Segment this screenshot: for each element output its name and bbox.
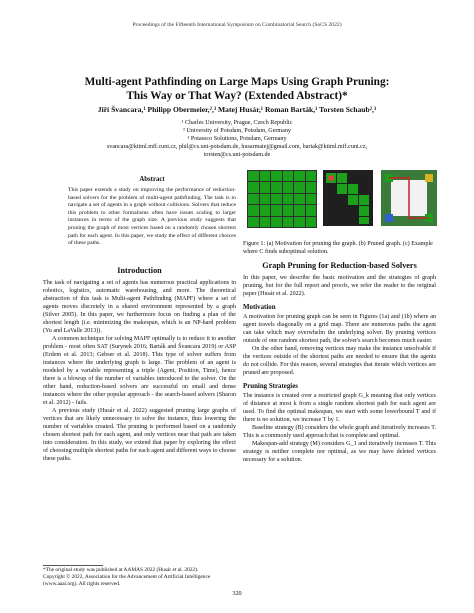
abstract	[68, 176, 236, 248]
authors: Jiří Švancara,¹ Philipp Obermeier,²,³ Matej Husár,¹ Roman Barták,¹ Torsten Schaub²,³	[97, 105, 377, 114]
strategies-paragraph-1: The instance is created over a restricted graph G_k meaning that only vertices of distance at most k from a single random shortest path for each agent are used. To find the optimal makespan, we start with some lowerbound T and if there is no solution, we increase T by 1.	[243, 393, 436, 423]
running-head: Proceedings of the Fifteenth International Symposium on Combinatorial Search (SoCS 2022)	[132, 22, 342, 28]
figure-1a-grid	[247, 170, 317, 228]
affiliation-1: ¹ Charles University, Prague, Czech Republic	[181, 120, 293, 126]
footnote-copyright: Copyright © 2022, Association for the Advancement of Artificial Intelligence (www.aaai.org). All rights reserved.	[43, 574, 211, 587]
intro-paragraph-1: The task of navigating a set of agents has numerous practical applications in robotics, logistics, automatic warehousing, and more. The theoretical abstraction of this task is Multi-agent Pathfinding (MAPF) where a set of agents moves discretely in a shared environment represented by a graph (Silver 2005). In this paper, we furthermore focus on finding a plan of the shortest length (i.e. minimizing the makespan, which is an NP-hard problem (Yu and LaValle 2013)).	[43, 280, 236, 334]
footnote-1: *The original study was published at AAMAS 2022 (Husár et al. 2022).	[43, 567, 199, 573]
paper-title	[40, 76, 434, 103]
abstract-heading: Abstract	[139, 176, 165, 183]
graph-pruning-section	[243, 261, 436, 464]
affiliation-2: ² University of Potsdam, Potsdam, Germany	[183, 128, 291, 134]
motivation-paragraph-1: A motivation for pruning graph can be seen in Figures (1a) and (1b) where an agent travels diagonally on a grid map. There are numerous paths the agent can take which may overwhelm the underlying solver. By pruning vertices outside of one random shortest path, the solver's search becomes much easier.	[243, 314, 436, 344]
figure-1	[247, 170, 437, 230]
pruning-strategies-heading: Pruning Strategies	[243, 383, 298, 390]
introduction-heading: Introduction	[117, 266, 162, 275]
page-number: 320	[232, 590, 242, 597]
strategies-paragraph-2: Baseline strategy (B) considers the whole graph and iteratively increases T. This is a commonly used approach that is complete and optimal.	[243, 425, 436, 439]
introduction-section	[43, 266, 236, 463]
affiliations	[40, 119, 434, 159]
figure-1-caption: Figure 1: (a) Motivation for pruning the graph. (b) Pruned graph. (c) Example where C finds suboptimal solution.	[243, 241, 433, 255]
intro-paragraph-3: A previous study (Husár et al. 2022) suggested pruning large graphs of vertices that are likely unnecessary to solve the instance, thus lowering the number of variables created. The pruning is performed based on a randomly chosen shortest path for each agent, and only vertices near that path are taken into consideration. In this study, we extend that paper by exploring the effect of choosing multiple shortest paths for each agent and different ways to choose these paths.	[43, 408, 236, 462]
figure-1c-example	[381, 170, 437, 226]
affiliation-3: ³ Potassco Solutions, Potsdam, Germany	[187, 136, 287, 142]
title-line-1: Multi-agent Pathfinding on Large Maps Using Graph Pruning:	[84, 76, 390, 88]
strategies-paragraph-3: Makespan-add strategy (M) considers G_1 and iteratively increases T. This strategy is neither complete nor optimal, as we may have deleted vertices necessary for a solution.	[243, 441, 436, 463]
graph-pruning-paragraph: In this paper, we describe the basic motivation and the strategies of graph pruning, but for the full report and proofs, we refer the reader to the original paper (Husár et al. 2022).	[243, 275, 436, 297]
figure-1b-pruned-graph	[323, 170, 373, 226]
motivation-heading: Motivation	[243, 304, 276, 311]
emails-line-2: torsten@cs.uni-potsdam.de	[203, 152, 271, 158]
emails-line-1: svancara@ktiml.mff.cuni.cz, phil@cs.uni-potsdam.de, husarmatej@gmail.com, bartak@ktiml.mff.cuni.cz,	[106, 144, 368, 150]
intro-paragraph-2: A common technique for solving MAPF optimally is to reduce it to another problem - most often SAT (Surynek 2016; Barták and Švancara 2019) or ASP (Erdem et al. 2013; Gebser et al. 2018). This type of solver suffers from instances where the underlying graph is large. The problem of an agent is modeled by a variable representing a triple (Agent, Position, Time), hence there is a blowup of the number of variables introduced to the solver. On the other hand, reduction-based solvers are successful on small and dense instances where the other popular approach - the search-based solvers (Sharon et al. 2012) - fails.	[43, 336, 236, 406]
footnote-rule	[43, 565, 103, 566]
motivation-paragraph-2: On the other hand, removing vertices may make the instance unsolvable if the vertices outside of the shortest paths are needed to ensure that the agents do not collide. For this reason, several strategies that iterate which vertices are pruned are proposed.	[243, 346, 436, 376]
footnotes	[43, 567, 236, 588]
title-line-2: This Way or That Way? (Extended Abstract)*	[126, 89, 348, 102]
graph-pruning-heading: Graph Pruning for Reduction-based Solvers	[262, 261, 417, 270]
abstract-text: This paper extends a study on improving the performance of reduction-based solvers for the problem of multi-agent pathfinding. The task is to navigate a set of agents in a graph without collisions. Solvers that reduce this problem to other formalisms often have issues scaling to larger instances in terms of the graph size. A previous study suggests that pruning the graph of most vertices based on a randomly chosen shortest path for each agent. In this paper, we study the effect of different choices of these paths.	[68, 187, 236, 247]
